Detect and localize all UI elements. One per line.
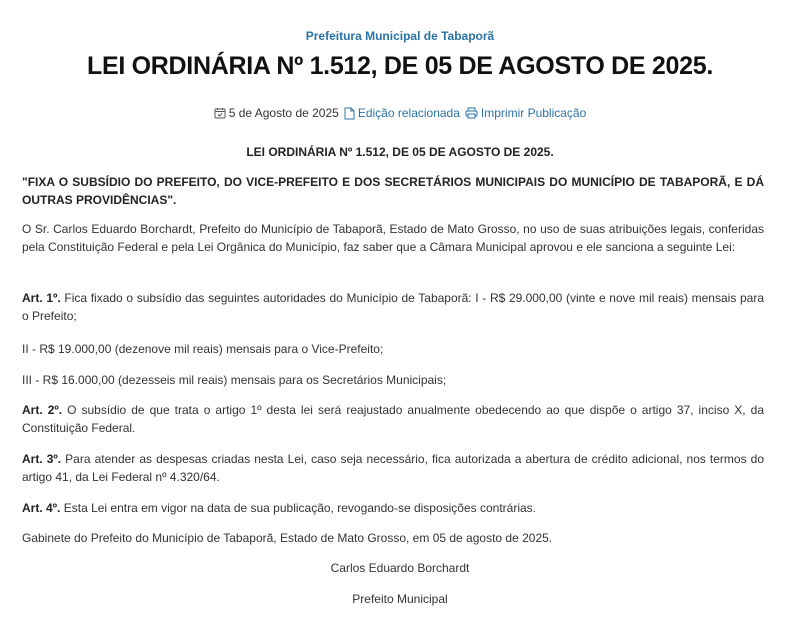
article-3-label: Art. 3º.	[22, 452, 62, 466]
law-ementa: "FIXA O SUBSÍDIO DO PREFEITO, DO VICE-PREFEITO E DOS SECRETÁRIOS MUNICIPAIS DO MUNICÍPIO DE TABAPORÃ, E DÁ OUTRAS PROVIDÊNCIAS".	[22, 175, 764, 207]
related-edition-link[interactable]	[344, 106, 460, 120]
article-3	[22, 450, 764, 486]
law-preamble: O Sr. Carlos Eduardo Borchardt, Prefeito do Município de Tabaporã, Estado de Mato Grosso, no uso de suas atribuições legais, conferidas pela Constituição Federal e pela Lei Orgânica do Município, faz saber que a Câmara Municipal aprovou e ele sanciona a seguinte Lei:	[22, 222, 764, 254]
article-2-text: O subsídio de que trata o artigo 1º desta lei será reajustado anualmente obedecendo ao que dispõe o artigo 37, inciso X, da Constituição Federal.	[22, 403, 764, 435]
inciso-3: III - R$ 16.000,00 (dezesseis mil reais) mensais para os Secretários Municipais;	[22, 373, 447, 387]
article-1-label: Art. 1º.	[22, 291, 61, 305]
printer-icon	[465, 107, 478, 119]
article-4-label: Art. 4º.	[22, 501, 61, 515]
print-publication-link[interactable]	[465, 106, 586, 120]
publication-date	[214, 106, 339, 120]
article-2	[22, 401, 764, 437]
organization-name[interactable]: Prefeitura Municipal de Tabaporã	[305, 29, 495, 43]
related-edition-label: Edição relacionada	[357, 106, 460, 120]
article-2-label: Art. 2º.	[22, 403, 63, 417]
calendar-icon	[214, 107, 226, 119]
article-1	[22, 289, 764, 325]
gabinete-closing: Gabinete do Prefeito do Município de Tabaporã, Estado de Mato Grosso, em 05 de agosto de 2025.	[22, 531, 553, 545]
article-3-text: Para atender as despesas criadas nesta Lei, caso seja necessário, fica autorizada a abertura de crédito adicional, nos termos do artigo 41, da Lei Federal nº 4.320/64.	[22, 452, 765, 484]
article-1-text: Fica fixado o subsídio das seguintes autoridades do Município de Tabaporã: I - R$ 29.000,00 (vinte e nove mil reais) mensais para o Prefeito;	[22, 291, 764, 323]
date-text: 5 de Agosto de 2025	[228, 106, 339, 120]
signature-name: Carlos Eduardo Borchardt	[330, 561, 470, 575]
print-label: Imprimir Publicação	[480, 106, 587, 120]
page-title: LEI ORDINÁRIA Nº 1.512, DE 05 DE AGOSTO DE 2025.	[87, 52, 713, 80]
inciso-2: II - R$ 19.000,00 (dezenove mil reais) mensais para o Vice-Prefeito;	[22, 342, 384, 356]
publication-meta	[0, 106, 800, 120]
signature-role: Prefeito Municipal	[352, 592, 448, 606]
document-icon	[344, 107, 355, 120]
article-4-text: Esta Lei entra em vigor na data de sua publicação, revogando-se disposições contrárias.	[60, 501, 537, 515]
law-subtitle: LEI ORDINÁRIA Nº 1.512, DE 05 DE AGOSTO DE 2025.	[246, 145, 554, 159]
article-4	[22, 499, 764, 517]
